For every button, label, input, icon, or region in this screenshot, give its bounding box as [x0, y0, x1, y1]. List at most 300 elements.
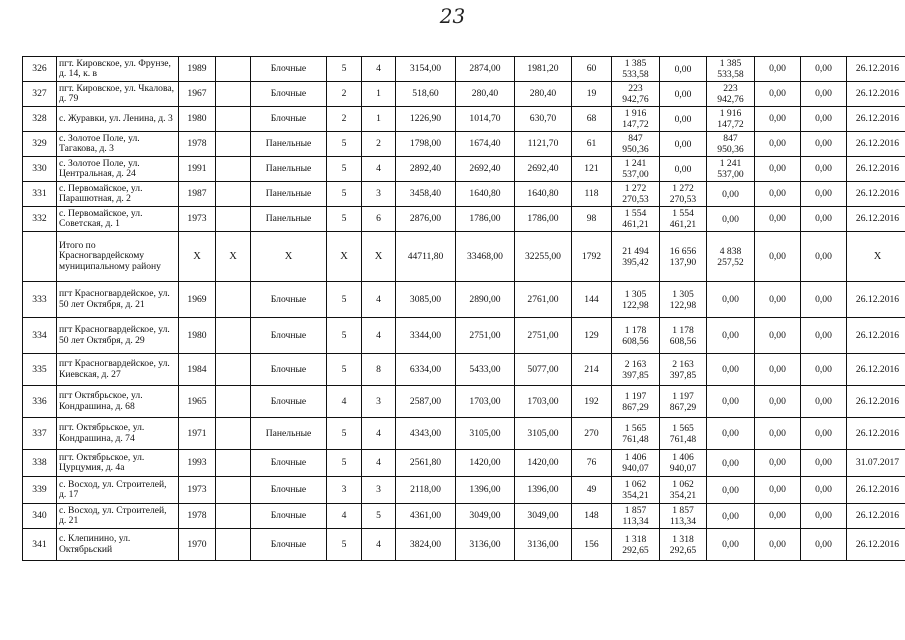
table-row: [23, 182, 905, 207]
cost-b-cell: 0,00: [707, 418, 755, 450]
wall-material-cell: Блочные: [251, 529, 327, 561]
address-cell: пгт Красногвардейское, ул. Киевская, д. 27: [57, 354, 179, 386]
cost-d-cell: 0,00: [801, 182, 847, 207]
empty-column-cell: [216, 354, 251, 386]
year-built-cell: X: [179, 232, 216, 282]
table-row: [23, 107, 905, 132]
address-cell: с. Золотое Поле, ул. Центральная, д. 24: [57, 157, 179, 182]
area-a-cell: 1786,00: [456, 207, 515, 232]
row-number: 330: [23, 157, 57, 182]
residents-cell: 214: [572, 354, 612, 386]
cost-a-cell: 1 565 761,48: [660, 418, 707, 450]
empty-column-cell: [216, 477, 251, 504]
cost-d-cell: 0,00: [801, 504, 847, 529]
address-cell: пгт. Кировское, ул. Чкалова, д. 79: [57, 82, 179, 107]
empty-column-cell: X: [216, 232, 251, 282]
empty-column-cell: [216, 57, 251, 82]
total-cost-cell: 1 318 292,65: [612, 529, 660, 561]
cost-a-cell: 1 272 270,53: [660, 182, 707, 207]
residents-cell: 1792: [572, 232, 612, 282]
area-b-cell: 1703,00: [515, 386, 572, 418]
table-row: [23, 504, 905, 529]
total-area-cell: 3085,00: [396, 282, 456, 318]
row-number: 326: [23, 57, 57, 82]
floors-cell: 5: [327, 182, 362, 207]
wall-material-cell: Блочные: [251, 504, 327, 529]
empty-column-cell: [216, 318, 251, 354]
total-area-cell: 2876,00: [396, 207, 456, 232]
table-row: [23, 57, 905, 82]
entrances-cell: 4: [362, 450, 396, 477]
wall-material-cell: Блочные: [251, 318, 327, 354]
cost-b-cell: 0,00: [707, 282, 755, 318]
completion-date-cell: 31.07.2017: [847, 450, 905, 477]
total-area-cell: 518,60: [396, 82, 456, 107]
entrances-cell: 1: [362, 107, 396, 132]
floors-cell: 5: [327, 132, 362, 157]
completion-date-cell: 26.12.2016: [847, 418, 905, 450]
area-a-cell: 5433,00: [456, 354, 515, 386]
total-area-cell: 3824,00: [396, 529, 456, 561]
completion-date-cell: 26.12.2016: [847, 529, 905, 561]
completion-date-cell: 26.12.2016: [847, 82, 905, 107]
floors-cell: 4: [327, 504, 362, 529]
empty-column-cell: [216, 450, 251, 477]
area-a-cell: 2692,40: [456, 157, 515, 182]
row-number: 334: [23, 318, 57, 354]
address-cell: с. Восход, ул. Строителей, д. 21: [57, 504, 179, 529]
wall-material-cell: Блочные: [251, 82, 327, 107]
address-cell: с. Журавки, ул. Ленина, д. 3: [57, 107, 179, 132]
year-built-cell: 1978: [179, 504, 216, 529]
area-b-cell: 3049,00: [515, 504, 572, 529]
row-number: 335: [23, 354, 57, 386]
floors-cell: 5: [327, 157, 362, 182]
year-built-cell: 1980: [179, 318, 216, 354]
area-a-cell: 2751,00: [456, 318, 515, 354]
cost-a-cell: 16 656 137,90: [660, 232, 707, 282]
area-a-cell: 2890,00: [456, 282, 515, 318]
entrances-cell: 4: [362, 529, 396, 561]
cost-d-cell: 0,00: [801, 386, 847, 418]
residents-cell: 270: [572, 418, 612, 450]
year-built-cell: 1980: [179, 107, 216, 132]
page-number: 23: [439, 4, 466, 28]
empty-column-cell: [216, 282, 251, 318]
area-b-cell: 1396,00: [515, 477, 572, 504]
area-b-cell: 3136,00: [515, 529, 572, 561]
address-cell: пгт. Октябрьское, ул. Кондрашина, д. 74: [57, 418, 179, 450]
cost-c-cell: 0,00: [755, 107, 801, 132]
residents-cell: 144: [572, 282, 612, 318]
area-b-cell: 1786,00: [515, 207, 572, 232]
row-number: 331: [23, 182, 57, 207]
empty-column-cell: [216, 418, 251, 450]
cost-d-cell: 0,00: [801, 450, 847, 477]
residents-cell: 148: [572, 504, 612, 529]
cost-a-cell: 1 857 113,34: [660, 504, 707, 529]
area-a-cell: 1703,00: [456, 386, 515, 418]
cost-d-cell: 0,00: [801, 82, 847, 107]
year-built-cell: 1969: [179, 282, 216, 318]
cost-c-cell: 0,00: [755, 504, 801, 529]
wall-material-cell: Панельные: [251, 157, 327, 182]
cost-b-cell: 0,00: [707, 529, 755, 561]
address-cell: с. Первомайское, ул. Парашютная, д. 2: [57, 182, 179, 207]
row-number: 333: [23, 282, 57, 318]
entrances-cell: 4: [362, 318, 396, 354]
completion-date-cell: 26.12.2016: [847, 107, 905, 132]
row-number: [23, 232, 57, 282]
address-cell: пгт Красногвардейское, ул. 50 лет Октября, д. 21: [57, 282, 179, 318]
total-area-cell: 3344,00: [396, 318, 456, 354]
cost-b-cell: 0,00: [707, 318, 755, 354]
cost-b-cell: 0,00: [707, 182, 755, 207]
total-area-cell: 3154,00: [396, 57, 456, 82]
cost-b-cell: 1 241 537,00: [707, 157, 755, 182]
floors-cell: 2: [327, 107, 362, 132]
total-cost-cell: 1 554 461,21: [612, 207, 660, 232]
cost-a-cell: 1 178 608,56: [660, 318, 707, 354]
total-cost-cell: 1 305 122,98: [612, 282, 660, 318]
cost-c-cell: 0,00: [755, 182, 801, 207]
row-number: 336: [23, 386, 57, 418]
wall-material-cell: Блочные: [251, 354, 327, 386]
completion-date-cell: 26.12.2016: [847, 182, 905, 207]
floors-cell: 3: [327, 477, 362, 504]
total-cost-cell: 1 178 608,56: [612, 318, 660, 354]
wall-material-cell: Панельные: [251, 418, 327, 450]
table-row: [23, 282, 905, 318]
floors-cell: 5: [327, 450, 362, 477]
residents-cell: 121: [572, 157, 612, 182]
total-cost-cell: 847 950,36: [612, 132, 660, 157]
area-b-cell: 2692,40: [515, 157, 572, 182]
wall-material-cell: Блочные: [251, 477, 327, 504]
area-a-cell: 1640,80: [456, 182, 515, 207]
total-cost-cell: 21 494 395,42: [612, 232, 660, 282]
cost-c-cell: 0,00: [755, 386, 801, 418]
total-cost-cell: 1 272 270,53: [612, 182, 660, 207]
completion-date-cell: 26.12.2016: [847, 57, 905, 82]
completion-date-cell: 26.12.2016: [847, 477, 905, 504]
wall-material-cell: Панельные: [251, 132, 327, 157]
area-a-cell: 280,40: [456, 82, 515, 107]
table-row: [23, 157, 905, 182]
entrances-cell: 4: [362, 157, 396, 182]
cost-d-cell: 0,00: [801, 232, 847, 282]
address-cell: Итого по Красногвардейскому муниципальному району: [57, 232, 179, 282]
total-cost-cell: 1 916 147,72: [612, 107, 660, 132]
completion-date-cell: 26.12.2016: [847, 207, 905, 232]
table-row: [23, 132, 905, 157]
table-row: [23, 354, 905, 386]
address-cell: с. Золотое Поле, ул. Тагакова, д. 3: [57, 132, 179, 157]
cost-a-cell: 0,00: [660, 107, 707, 132]
cost-d-cell: 0,00: [801, 529, 847, 561]
cost-d-cell: 0,00: [801, 477, 847, 504]
address-cell: пгт Октябрьское, ул. Кондрашина, д. 68: [57, 386, 179, 418]
cost-d-cell: 0,00: [801, 282, 847, 318]
empty-column-cell: [216, 107, 251, 132]
cost-a-cell: 0,00: [660, 132, 707, 157]
cost-b-cell: 0,00: [707, 450, 755, 477]
entrances-cell: X: [362, 232, 396, 282]
cost-b-cell: 4 838 257,52: [707, 232, 755, 282]
cost-d-cell: 0,00: [801, 57, 847, 82]
cost-b-cell: 0,00: [707, 504, 755, 529]
residents-cell: 129: [572, 318, 612, 354]
address-cell: пгт. Октябрьское, ул. Цурцумия, д. 4а: [57, 450, 179, 477]
entrances-cell: 8: [362, 354, 396, 386]
entrances-cell: 4: [362, 418, 396, 450]
address-cell: пгт Красногвардейское, ул. 50 лет Октября, д. 29: [57, 318, 179, 354]
area-b-cell: 2751,00: [515, 318, 572, 354]
cost-d-cell: 0,00: [801, 157, 847, 182]
row-number: 339: [23, 477, 57, 504]
year-built-cell: 1989: [179, 57, 216, 82]
table-row: [23, 450, 905, 477]
entrances-cell: 4: [362, 282, 396, 318]
completion-date-cell: 26.12.2016: [847, 386, 905, 418]
row-number: 338: [23, 450, 57, 477]
completion-date-cell: 26.12.2016: [847, 282, 905, 318]
cost-a-cell: 0,00: [660, 82, 707, 107]
year-built-cell: 1991: [179, 157, 216, 182]
area-a-cell: 1674,40: [456, 132, 515, 157]
area-b-cell: 2761,00: [515, 282, 572, 318]
table-row: [23, 386, 905, 418]
empty-column-cell: [216, 157, 251, 182]
cost-c-cell: 0,00: [755, 82, 801, 107]
area-a-cell: 3105,00: [456, 418, 515, 450]
year-built-cell: 1978: [179, 132, 216, 157]
cost-c-cell: 0,00: [755, 207, 801, 232]
address-cell: пгт. Кировское, ул. Фрунзе, д. 14, к. в: [57, 57, 179, 82]
empty-column-cell: [216, 504, 251, 529]
area-b-cell: 1640,80: [515, 182, 572, 207]
cost-a-cell: 1 197 867,29: [660, 386, 707, 418]
residents-cell: 192: [572, 386, 612, 418]
wall-material-cell: Блочные: [251, 57, 327, 82]
floors-cell: 2: [327, 82, 362, 107]
table-body: [23, 57, 905, 561]
year-built-cell: 1987: [179, 182, 216, 207]
row-number: 327: [23, 82, 57, 107]
cost-d-cell: 0,00: [801, 354, 847, 386]
cost-b-cell: 1 916 147,72: [707, 107, 755, 132]
completion-date-cell: 26.12.2016: [847, 157, 905, 182]
entrances-cell: 3: [362, 182, 396, 207]
completion-date-cell: 26.12.2016: [847, 504, 905, 529]
completion-date-cell: 26.12.2016: [847, 318, 905, 354]
address-cell: с. Клепинино, ул. Октябрьский: [57, 529, 179, 561]
total-cost-cell: 1 857 113,34: [612, 504, 660, 529]
cost-c-cell: 0,00: [755, 477, 801, 504]
completion-date-cell: 26.12.2016: [847, 354, 905, 386]
wall-material-cell: X: [251, 232, 327, 282]
floors-cell: 5: [327, 207, 362, 232]
total-cost-cell: 1 385 533,58: [612, 57, 660, 82]
floors-cell: 5: [327, 354, 362, 386]
completion-date-cell: X: [847, 232, 905, 282]
wall-material-cell: Блочные: [251, 282, 327, 318]
empty-column-cell: [216, 207, 251, 232]
floors-cell: 5: [327, 282, 362, 318]
total-area-cell: 4343,00: [396, 418, 456, 450]
floors-cell: 5: [327, 57, 362, 82]
year-built-cell: 1984: [179, 354, 216, 386]
total-area-cell: 4361,00: [396, 504, 456, 529]
row-number: 332: [23, 207, 57, 232]
row-number: 328: [23, 107, 57, 132]
floors-cell: 5: [327, 418, 362, 450]
entrances-cell: 6: [362, 207, 396, 232]
cost-c-cell: 0,00: [755, 318, 801, 354]
empty-column-cell: [216, 386, 251, 418]
total-area-cell: 2892,40: [396, 157, 456, 182]
total-area-cell: 1798,00: [396, 132, 456, 157]
total-cost-cell: 1 406 940,07: [612, 450, 660, 477]
entrances-cell: 3: [362, 477, 396, 504]
table-row: [23, 477, 905, 504]
cost-c-cell: 0,00: [755, 354, 801, 386]
cost-a-cell: 2 163 397,85: [660, 354, 707, 386]
cost-a-cell: 0,00: [660, 157, 707, 182]
cost-c-cell: 0,00: [755, 57, 801, 82]
area-b-cell: 1121,70: [515, 132, 572, 157]
cost-c-cell: 0,00: [755, 450, 801, 477]
cost-a-cell: 1 062 354,21: [660, 477, 707, 504]
total-area-cell: 44711,80: [396, 232, 456, 282]
total-area-cell: 6334,00: [396, 354, 456, 386]
cost-c-cell: 0,00: [755, 529, 801, 561]
address-cell: с. Первомайское, ул. Советская, д. 1: [57, 207, 179, 232]
cost-a-cell: 1 305 122,98: [660, 282, 707, 318]
area-a-cell: 1396,00: [456, 477, 515, 504]
area-a-cell: 3049,00: [456, 504, 515, 529]
year-built-cell: 1965: [179, 386, 216, 418]
cost-b-cell: 0,00: [707, 207, 755, 232]
total-cost-cell: 2 163 397,85: [612, 354, 660, 386]
residents-cell: 98: [572, 207, 612, 232]
table-row: [23, 318, 905, 354]
cost-c-cell: 0,00: [755, 232, 801, 282]
table-row: [23, 82, 905, 107]
cost-c-cell: 0,00: [755, 132, 801, 157]
total-cost-cell: 1 241 537,00: [612, 157, 660, 182]
cost-b-cell: 0,00: [707, 477, 755, 504]
cost-c-cell: 0,00: [755, 418, 801, 450]
year-built-cell: 1971: [179, 418, 216, 450]
area-b-cell: 630,70: [515, 107, 572, 132]
wall-material-cell: Блочные: [251, 450, 327, 477]
residents-cell: 61: [572, 132, 612, 157]
empty-column-cell: [216, 132, 251, 157]
residents-cell: 68: [572, 107, 612, 132]
total-cost-cell: 1 197 867,29: [612, 386, 660, 418]
residents-cell: 19: [572, 82, 612, 107]
address-cell: с. Восход, ул. Строителей, д. 17: [57, 477, 179, 504]
total-area-cell: 2118,00: [396, 477, 456, 504]
year-built-cell: 1973: [179, 477, 216, 504]
area-b-cell: 1420,00: [515, 450, 572, 477]
area-a-cell: 1420,00: [456, 450, 515, 477]
cost-a-cell: 0,00: [660, 57, 707, 82]
cost-a-cell: 1 318 292,65: [660, 529, 707, 561]
year-built-cell: 1967: [179, 82, 216, 107]
total-cost-cell: 223 942,76: [612, 82, 660, 107]
total-area-cell: 2587,00: [396, 386, 456, 418]
total-row: [23, 232, 905, 282]
floors-cell: X: [327, 232, 362, 282]
empty-column-cell: [216, 182, 251, 207]
cost-d-cell: 0,00: [801, 207, 847, 232]
wall-material-cell: Блочные: [251, 386, 327, 418]
area-b-cell: 280,40: [515, 82, 572, 107]
total-area-cell: 2561,80: [396, 450, 456, 477]
housing-registry-table: [22, 56, 905, 561]
residents-cell: 49: [572, 477, 612, 504]
empty-column-cell: [216, 529, 251, 561]
wall-material-cell: Панельные: [251, 182, 327, 207]
floors-cell: 4: [327, 386, 362, 418]
area-b-cell: 1981,20: [515, 57, 572, 82]
floors-cell: 5: [327, 318, 362, 354]
table-row: [23, 418, 905, 450]
year-built-cell: 1993: [179, 450, 216, 477]
entrances-cell: 3: [362, 386, 396, 418]
cost-d-cell: 0,00: [801, 132, 847, 157]
cost-b-cell: 847 950,36: [707, 132, 755, 157]
total-area-cell: 3458,40: [396, 182, 456, 207]
residents-cell: 60: [572, 57, 612, 82]
table-row: [23, 207, 905, 232]
area-a-cell: 3136,00: [456, 529, 515, 561]
residents-cell: 76: [572, 450, 612, 477]
area-a-cell: 33468,00: [456, 232, 515, 282]
area-a-cell: 2874,00: [456, 57, 515, 82]
residents-cell: 156: [572, 529, 612, 561]
row-number: 329: [23, 132, 57, 157]
cost-c-cell: 0,00: [755, 282, 801, 318]
area-b-cell: 5077,00: [515, 354, 572, 386]
cost-a-cell: 1 554 461,21: [660, 207, 707, 232]
completion-date-cell: 26.12.2016: [847, 132, 905, 157]
row-number: 340: [23, 504, 57, 529]
empty-column-cell: [216, 82, 251, 107]
wall-material-cell: Блочные: [251, 107, 327, 132]
row-number: 337: [23, 418, 57, 450]
cost-d-cell: 0,00: [801, 418, 847, 450]
area-b-cell: 3105,00: [515, 418, 572, 450]
entrances-cell: 4: [362, 57, 396, 82]
cost-d-cell: 0,00: [801, 107, 847, 132]
year-built-cell: 1970: [179, 529, 216, 561]
year-built-cell: 1973: [179, 207, 216, 232]
total-area-cell: 1226,90: [396, 107, 456, 132]
row-number: 341: [23, 529, 57, 561]
total-cost-cell: 1 565 761,48: [612, 418, 660, 450]
entrances-cell: 5: [362, 504, 396, 529]
cost-c-cell: 0,00: [755, 157, 801, 182]
floors-cell: 5: [327, 529, 362, 561]
area-a-cell: 1014,70: [456, 107, 515, 132]
cost-b-cell: 0,00: [707, 386, 755, 418]
cost-b-cell: 0,00: [707, 354, 755, 386]
cost-a-cell: 1 406 940,07: [660, 450, 707, 477]
cost-d-cell: 0,00: [801, 318, 847, 354]
